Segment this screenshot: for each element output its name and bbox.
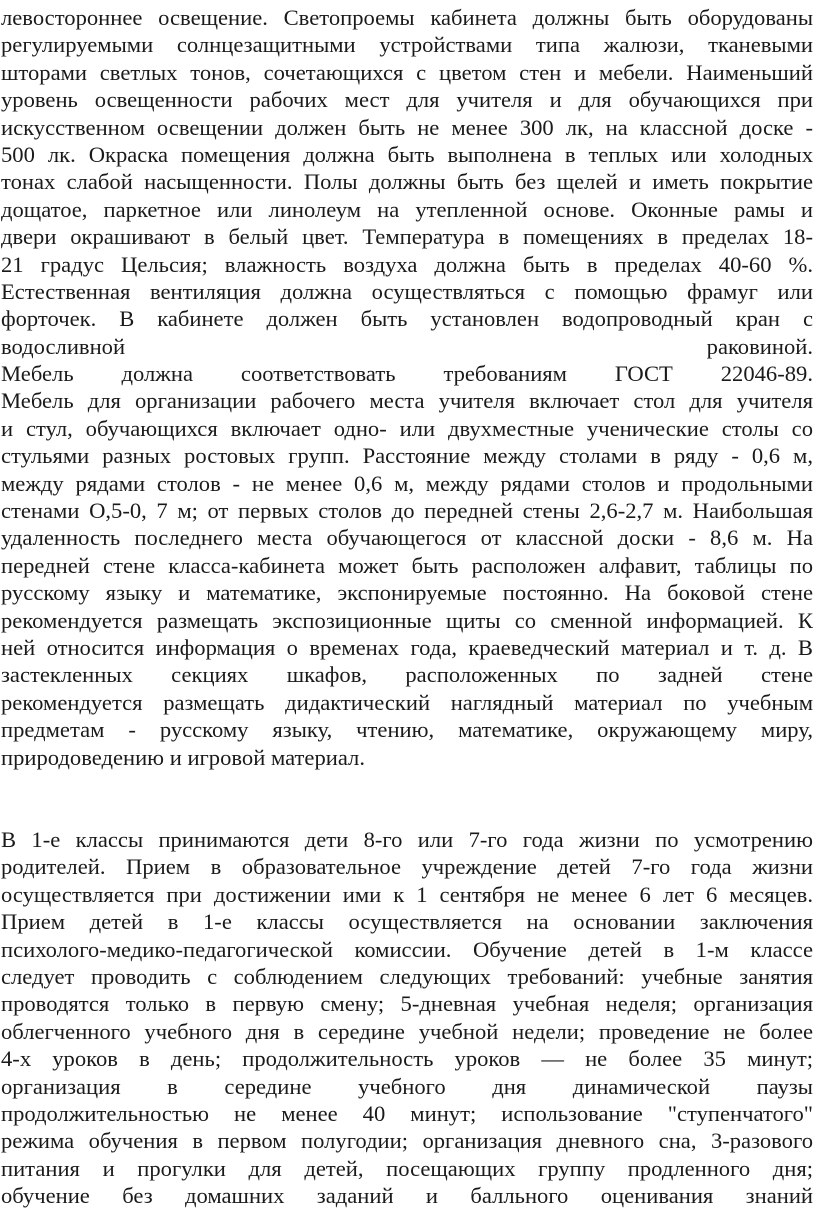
text-line: передней стене класса-кабинета может быть расположен алфавит, таблицы по (1, 552, 813, 578)
text-line: Естественная вентиляция должна осуществляться с помощью фрамуг или (1, 278, 813, 304)
text-line: режима обучения в первом полугодии; организация дневного сна, 3-разового (1, 1128, 813, 1154)
text-line: искусственном освещении должен быть не менее 300 лк, на классной доске - (1, 114, 813, 140)
text-line: организация в середине учебного дня динамической паузы (1, 1073, 813, 1099)
text-line: природоведению и игровой материал. (1, 744, 365, 770)
text-line: левостороннее освещение. Светопроемы кабинета должны быть оборудованы (1, 5, 813, 30)
text-line: предметам - русскому языку, чтению, математике, окружающему миру, (1, 717, 813, 743)
text-line: питания и прогулки для детей, посещающих группу продленного дня; (1, 1155, 813, 1181)
text-line: регулируемыми солнцезащитными устройствами типа жалюзи, тканевыми (1, 32, 813, 58)
paragraph-classroom-requirements (1, 4, 813, 771)
text-line: тонах слабой насыщенности. Полы должны быть без щелей и иметь покрытие (1, 169, 813, 195)
text-line: дощатое, паркетное или линолеум на утепленной основе. Оконные рамы и (1, 196, 813, 222)
text-line: проводятся только в первую смену; 5-дневная учебная неделя; организация (1, 991, 813, 1017)
text-line: обучение без домашних заданий и балльного оценивания знаний (1, 1183, 813, 1209)
text-line: рекомендуется размещать экспозиционные щиты со сменной информацией. К (1, 607, 813, 633)
text-line: 21 градус Цельсия; влажность воздуха должна быть в пределах 40-60 %. (1, 251, 813, 277)
text-line: облегченного учебного дня в середине учебной недели; проведение не более (1, 1018, 813, 1044)
text-line: следует проводить с соблюдением следующих требований: учебные занятия (1, 963, 813, 989)
text-line: удаленность последнего места обучающегося от классной доски - 8,6 м. На (1, 525, 813, 551)
text-line: между рядами столов - не менее 0,6 м, между рядами столов и продольными (1, 470, 813, 496)
text-line: родителей. Прием в образовательное учреждение детей 7-го года жизни (1, 854, 813, 880)
text-line: 500 лк. Окраска помещения должна быть выполнена в теплых или холодных (1, 141, 813, 167)
text-line: и стул, обучающихся включает одно- или двухместные ученические столы со (1, 415, 813, 441)
text-line: стенами О,5-0, 7 м; от первых столов до передней стены 2,6-2,7 м. Наибольшая (1, 498, 813, 524)
text-line: психолого-медико-педагогической комиссии. Обучение детей в 1-м классе (1, 936, 813, 962)
text-line: осуществляется при достижении ими к 1 сентября не менее 6 лет 6 месяцев. (1, 881, 813, 907)
text-line: форточек. В кабинете должен быть установлен водопроводный кран с (1, 306, 813, 332)
text-line: водосливной раковиной. (1, 333, 813, 359)
text-line: рекомендуется размещать дидактический наглядный материал по учебным (1, 689, 813, 715)
text-line: Мебель для организации рабочего места учителя включает стол для учителя (1, 388, 813, 414)
text-line: русскому языку и математике, экспонируемые постоянно. На боковой стене (1, 580, 813, 606)
text-line: застекленных секциях шкафов, расположенных по задней стене (1, 662, 813, 688)
text-line: двери окрашивают в белый цвет. Температура в помещениях в пределах 18- (1, 224, 813, 250)
text-line: Прием детей в 1-е классы осуществляется на основании заключения (1, 909, 813, 935)
paragraph-first-grade-admission (1, 826, 813, 1209)
text-line: ней относится информация о временах года, краеведческий материал и т. д. В (1, 634, 813, 660)
text-line: 4-х уроков в день; продолжительность уроков — не более 35 минут; (1, 1046, 813, 1072)
text-line: шторами светлых тонов, сочетающихся с цветом стен и мебели. Наименьший (1, 59, 813, 85)
text-line: Мебель должна соответствовать требованиям ГОСТ 22046-89. (1, 361, 813, 387)
text-line: В 1-е классы принимаются дети 8-го или 7-го года жизни по усмотрению (1, 827, 813, 852)
text-line: стульями разных ростовых групп. Расстояние между столами в ряду - 0,6 м, (1, 443, 813, 469)
text-line: уровень освещенности рабочих мест для учителя и для обучающихся при (1, 87, 813, 113)
text-line: продолжительностью не менее 40 минут; использование "ступенчатого" (1, 1100, 813, 1126)
